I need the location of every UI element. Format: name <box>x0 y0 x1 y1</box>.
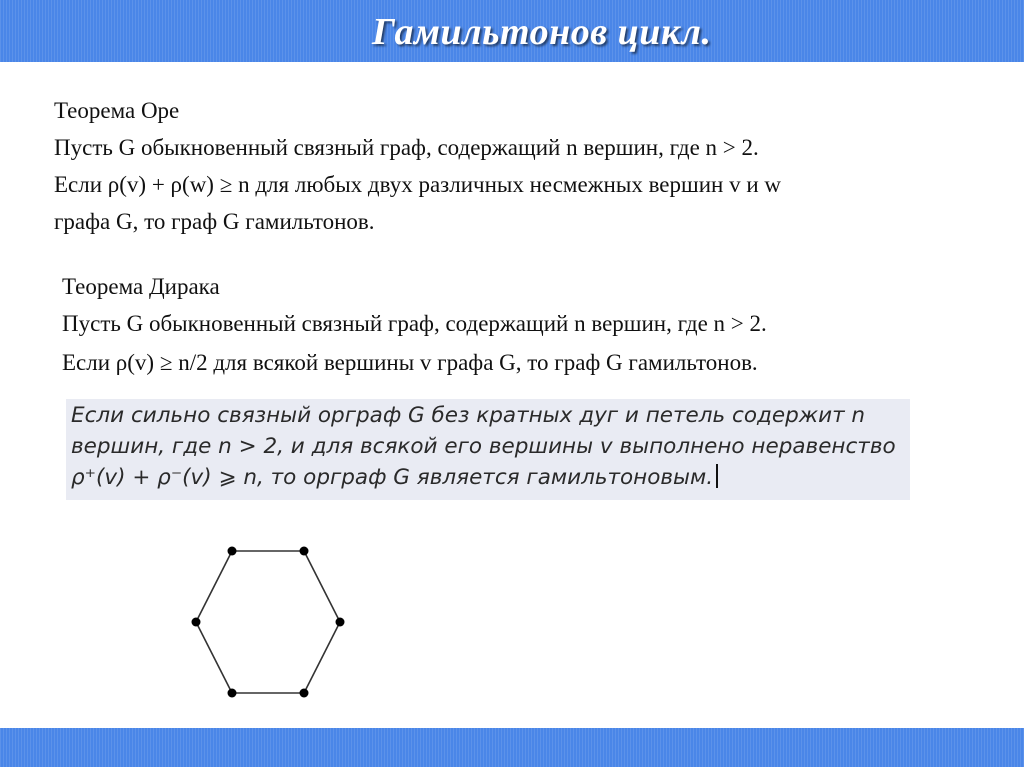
graph-vertex <box>300 689 309 698</box>
dirac-line-1: Пусть G обыкновенный связный граф, содержащий n вершин, где n > 2. <box>62 311 767 336</box>
digraph-line-1: Если сильно связный орграф G без кратных дуг и петель содержит n <box>71 403 866 428</box>
graph-vertex <box>336 618 345 627</box>
ore-line-1: Пусть G обыкновенный связный граф, содержащий n вершин, где n > 2. <box>54 135 759 160</box>
digraph-line-3: ρ⁺(v) + ρ⁻(v) ⩾ n, то орграф G является гамильтоновым. <box>71 465 714 490</box>
dirac-line-2: Если ρ(v) ≥ n/2 для всякой вершины v графа G, то граф G гамильтонов. <box>62 350 758 375</box>
digraph-theorem-text <box>71 400 896 493</box>
ore-theorem <box>54 92 781 240</box>
digraph-line-3-wrap <box>71 462 896 493</box>
graph-vertex <box>228 689 237 698</box>
graph-vertex <box>300 547 309 556</box>
slide-title: Гамильтонов цикл. <box>372 11 712 53</box>
digraph-theorem-box <box>66 399 910 500</box>
graph-vertex <box>228 547 237 556</box>
graph-edge <box>196 551 232 622</box>
graph-edge <box>196 622 232 693</box>
footer-bar <box>0 728 1024 767</box>
dirac-heading: Теорема Дирака <box>62 274 220 299</box>
digraph-line-2: вершин, где n > 2, и для всякой его вершины v выполнено неравенство <box>71 434 896 459</box>
dirac-theorem <box>62 268 767 381</box>
ore-line-3: графа G, то граф G гамильтонов. <box>54 209 375 234</box>
graph-vertex <box>192 618 201 627</box>
ore-line-2: Если ρ(v) + ρ(w) ≥ n для любых двух различных несмежных вершин v и w <box>54 172 781 197</box>
graph-edge <box>304 551 340 622</box>
hexagon-graph <box>180 535 360 710</box>
graph-edge <box>304 622 340 693</box>
ore-heading: Теорема Оре <box>54 98 180 123</box>
text-cursor <box>716 464 718 488</box>
title-bar <box>0 0 1024 62</box>
